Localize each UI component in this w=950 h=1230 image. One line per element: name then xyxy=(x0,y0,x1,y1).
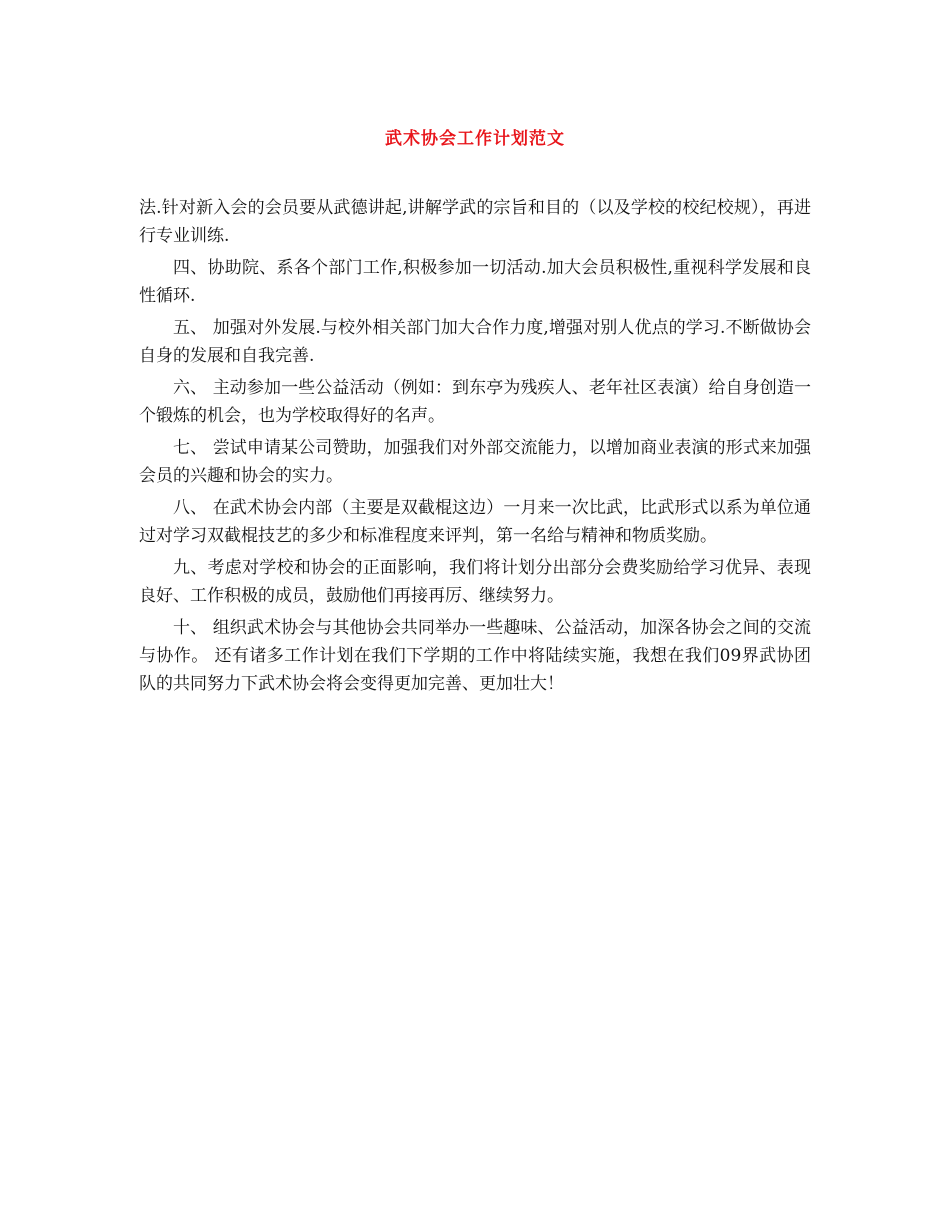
document-title: 武术协会工作计划范文 xyxy=(385,129,565,149)
paragraph-5: 七、 尝试申请某公司赞助，加强我们对外部交流能力，以增加商业表演的形式来加强会员的兴趣和协会的实力。 xyxy=(139,438,811,486)
paragraph-2: 四、协助院、系各个部门工作,积极参加一切活动.加大会员积极性,重视科学发展和良性循环. xyxy=(139,258,811,306)
paragraph-3: 五、 加强对外发展.与校外相关部门加大合作力度,增强对别人优点的学习.不断做协会自身的发展和自我完善. xyxy=(139,318,811,366)
paragraph-6: 八、 在武术协会内部（主要是双截棍这边）一月来一次比武，比武形式以系为单位通过对学习双截棍技艺的多少和标准程度来评判，第一名给与精神和物质奖励。 xyxy=(139,498,811,546)
paragraph-1: 法.针对新入会的会员要从武德讲起,讲解学武的宗旨和目的（以及学校的校纪校规），再进行专业训练. xyxy=(139,198,811,246)
document-body xyxy=(139,194,811,702)
paragraph-7: 九、考虑对学校和协会的正面影响，我们将计划分出部分会费奖励给学习优异、表现良好、工作积极的成员，鼓励他们再接再厉、继续努力。 xyxy=(139,558,811,606)
paragraph-8: 十、 组织武术协会与其他协会共同举办一些趣味、公益活动，加深各协会之间的交流与协作。 还有诸多工作计划在我们下学期的工作中将陆续实施，我想在我们09界武协团队的共同努力下武术协会将会变得更加完善、更加壮大！ xyxy=(139,618,811,694)
paragraph-4: 六、 主动参加一些公益活动（例如：到东亭为残疾人、老年社区表演）给自身创造一个锻炼的机会，也为学校取得好的名声。 xyxy=(139,378,811,426)
